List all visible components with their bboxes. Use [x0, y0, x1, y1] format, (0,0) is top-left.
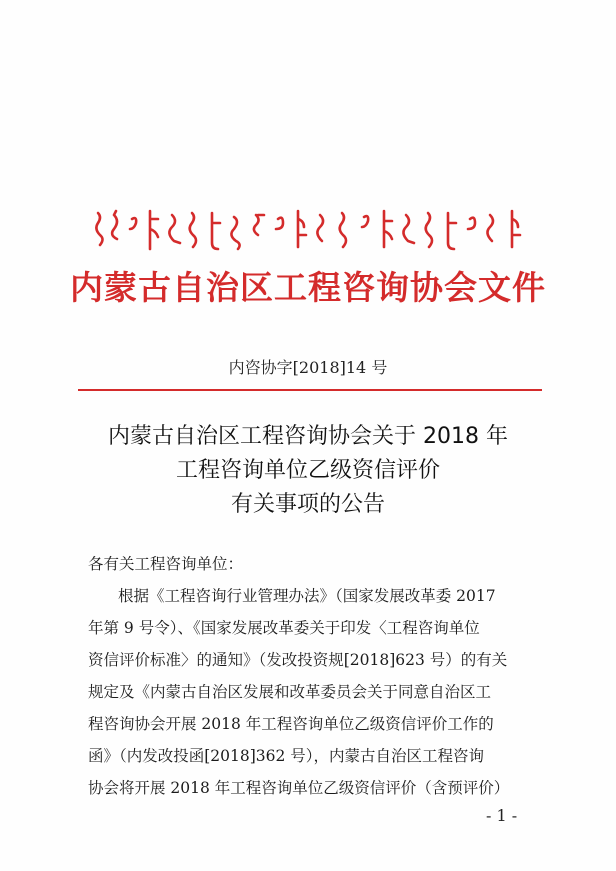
body-line: 协会将开展 2018 年工程咨询单位乙级资信评价（含预评价） [88, 779, 510, 797]
mongolian-script-seal [88, 205, 528, 255]
notice-body [88, 548, 540, 804]
body-line: 根据《工程咨询行业管理办法》（国家发展改革委 2017 [118, 587, 496, 605]
notice-title-line-3: 有关事项的公告 [230, 492, 385, 517]
body-line: 函》（内发改投函[2018]362 号），内蒙古自治区工程咨询 [88, 747, 485, 765]
salutation: 各有关工程咨询单位： [88, 555, 244, 573]
notice-title [40, 420, 576, 522]
body-line: 资信评价标准〉的通知》（发改投资规[2018]623 号）的有关 [88, 651, 508, 669]
body-line: 程咨询协会开展 2018 年工程咨询单位乙级资信评价工作的 [88, 715, 494, 733]
notice-title-line-1: 内蒙古自治区工程咨询协会关于 2018 年 [108, 424, 508, 449]
red-divider-line [78, 389, 542, 391]
body-line: 规定及《内蒙古自治区发展和改革委员会关于同意自治区工 [88, 683, 492, 701]
body-line: 年第 9 号令）、《国家发展改革委关于印发〈工程咨询单位 [88, 619, 480, 637]
notice-title-line-2: 工程咨询单位乙级资信评价 [175, 458, 440, 483]
document-number: 内咨协字[2018]14 号 [228, 358, 388, 377]
page-number: - 1 - [486, 806, 518, 825]
masthead-title: 内蒙古自治区工程咨询协会文件 [70, 268, 546, 307]
